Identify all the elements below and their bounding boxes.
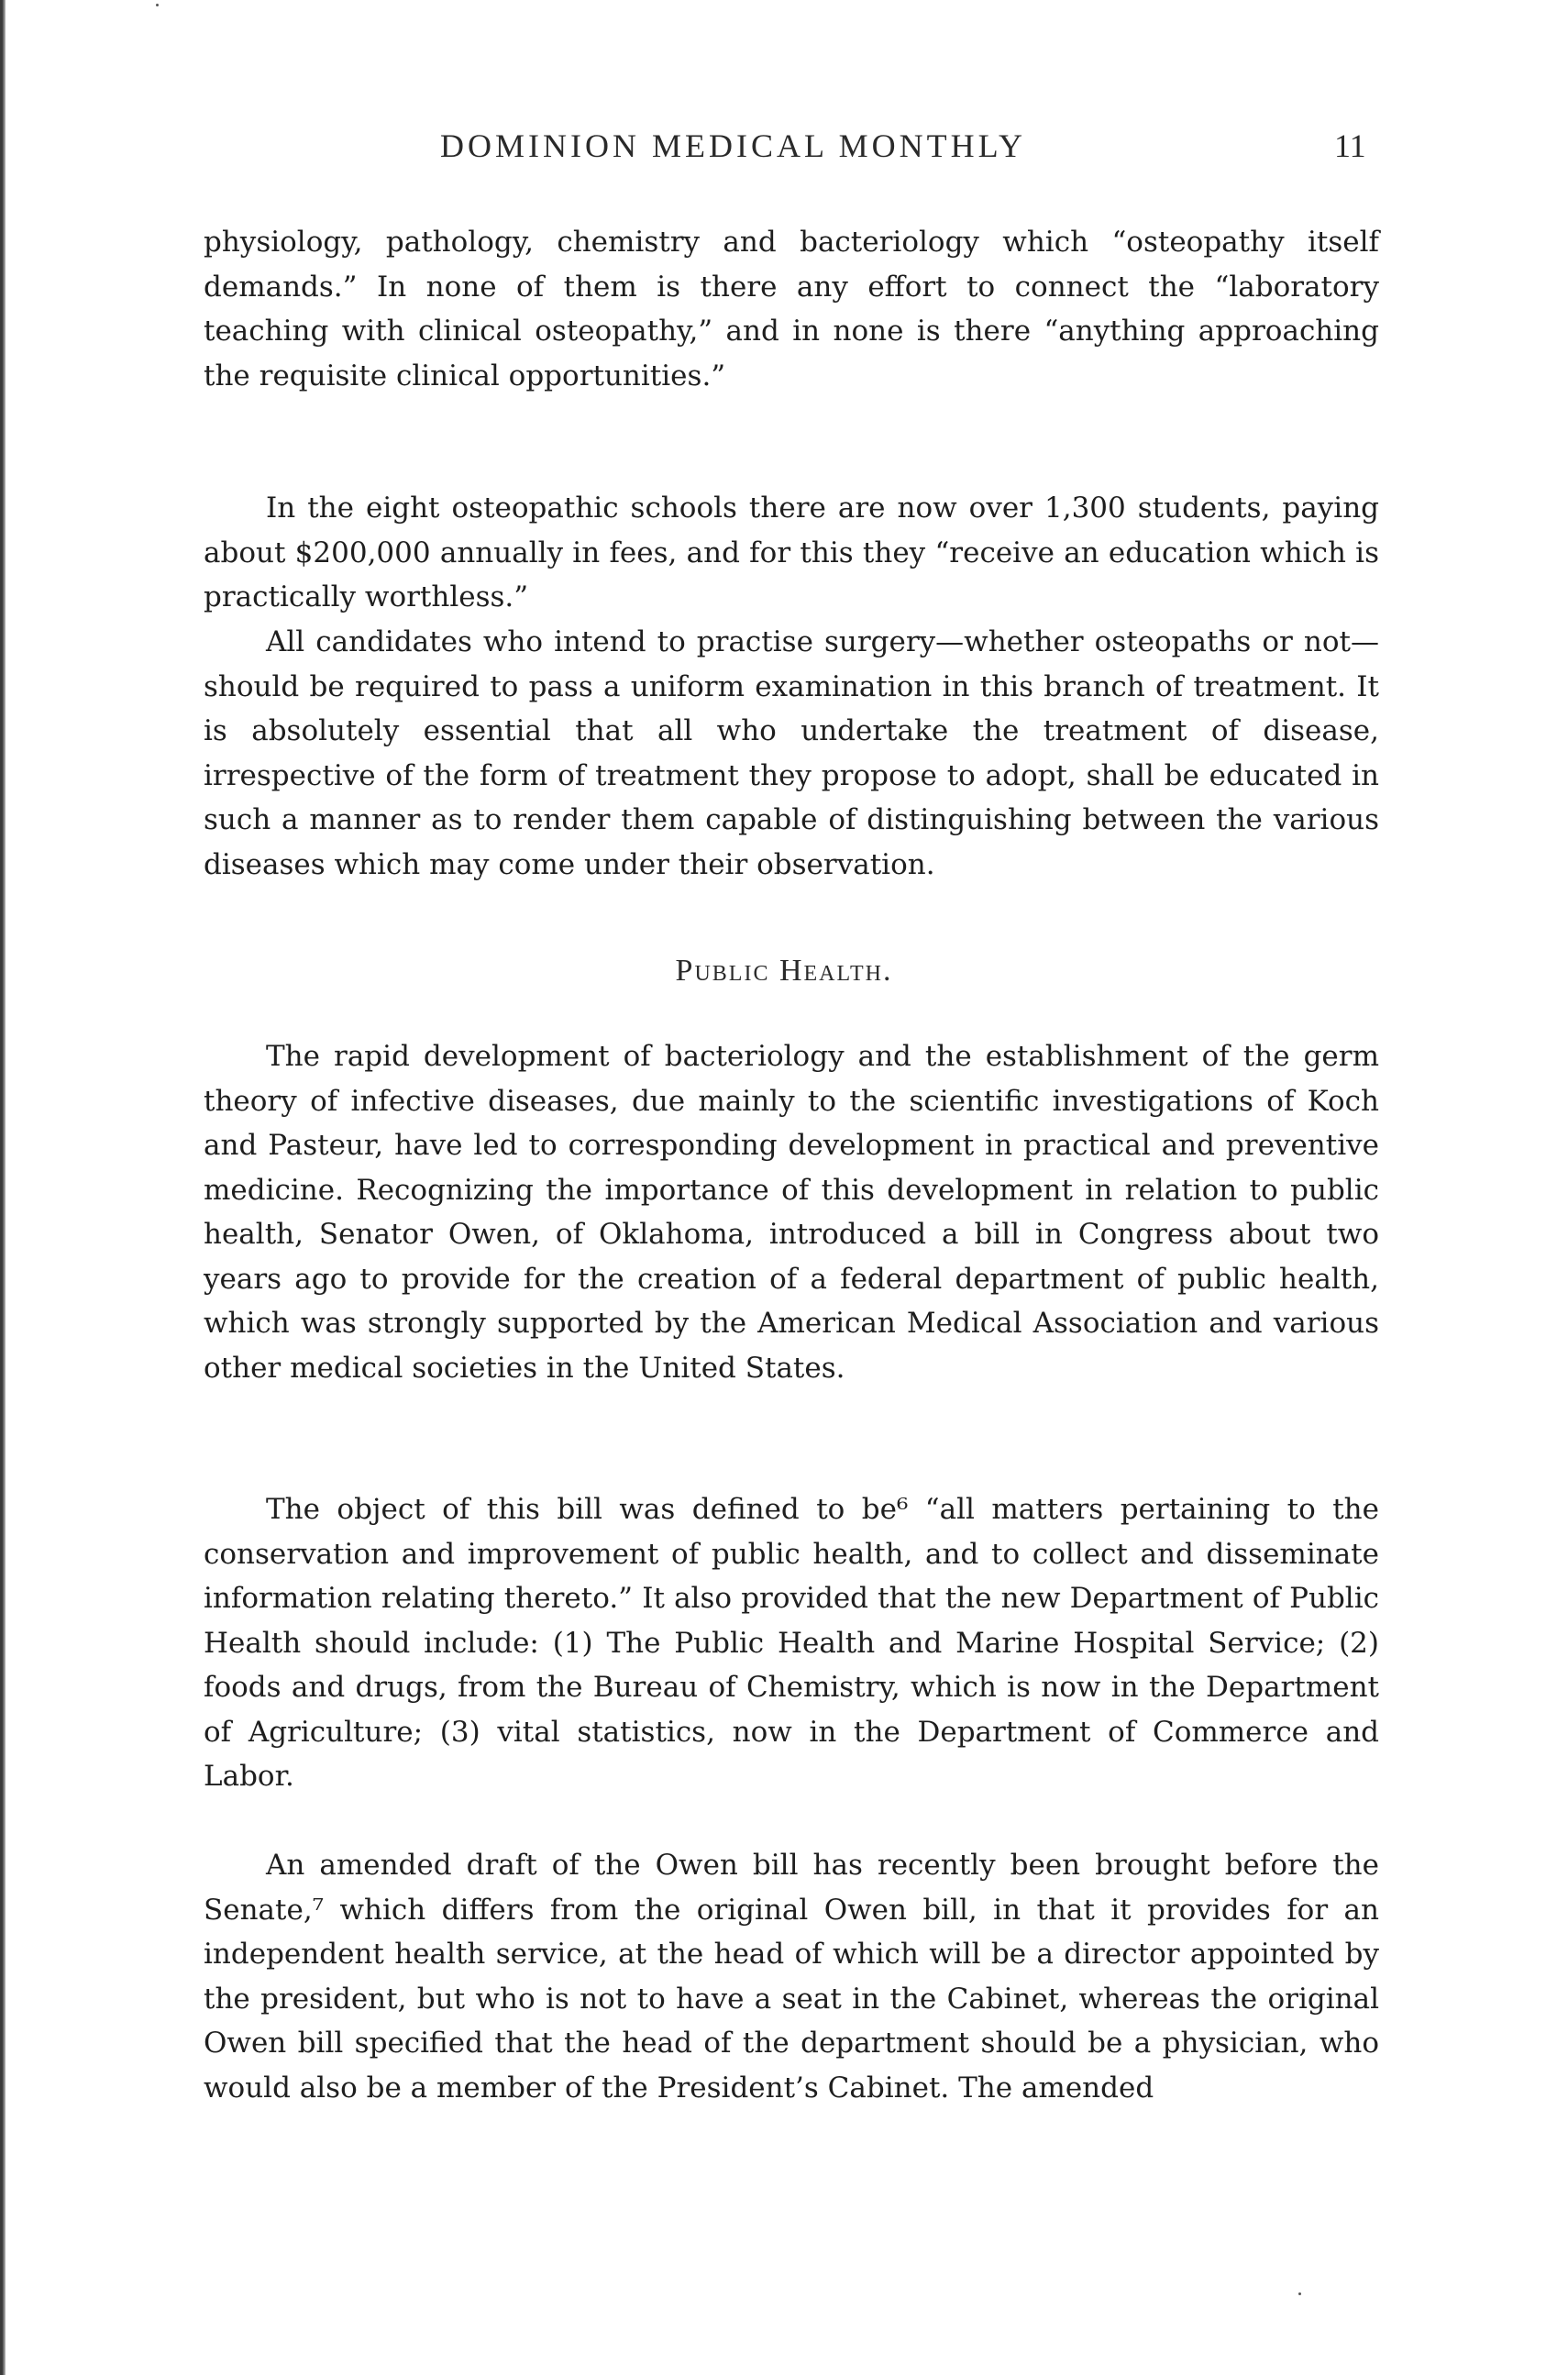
running-title: DOMINION MEDICAL MONTHLY: [440, 127, 1027, 164]
paragraph-amended-draft: An amended draft of the Owen bill has recently been brought before the Senate,⁷ which differs from the original Owen bill, in that it provides for an independent health service, at the head of which will be a director appointed by the president, but who is not to have a seat in the Cabinet, whereas the original Owen bill specified that the head of the department should be a physician, who would also be a member of the President’s Cabinet. The amended: [204, 1849, 1379, 2104]
page-edge-shadow: [0, 0, 6, 2375]
paragraph-osteopathic-schools: In the eight osteopathic schools there are now over 1,300 students, paying about $200,000 annually in fees, and for this they “receive an education which is practically worthless.”: [204, 492, 1379, 613]
paragraph-surgery-examination: All candidates who intend to practise surgery—whether osteopaths or not—should be required to pass a uniform examination in this branch of treatment. It is absolutely essential that all who undertake the treatment of disease, irrespective of the form of treatment they propose to adopt, shall be educated in such a manner as to render them capable of distinguishing between the various diseases which may come under their observation.: [204, 625, 1379, 881]
paragraph-continued: physiology, pathology, chemistry and bacteriology which “osteopathy itself demands.” In none of them is there any effort to connect the “laboratory teaching with clinical osteopathy,” and in none is there “anything approaching the requisite clinical opportunities.”: [204, 226, 1379, 392]
paragraph-bill-object: The object of this bill was defined to be⁶ “all matters pertaining to the conservation and improvement of public health, and to collect and disseminate information relating thereto.” It also provided that the new Department of Public Health should include: (1) The Public Health and Marine Hospital Service; (2) foods and drugs, from the Bureau of Chemistry, which is now in the Department of Agriculture; (3) vital statistics, now in the Department of Commerce and Labor.: [204, 1493, 1379, 1793]
print-speck: [156, 4, 159, 6]
print-speck: [1298, 2292, 1301, 2295]
paragraph-bacteriology: The rapid development of bacteriology and the establishment of the germ theory of infective diseases, due mainly to the scientific investigations of Koch and Pasteur, have led to corresponding development in practical and preventive medicine. Recognizing the importance of this development in relation to public health, Senator Owen, of Oklahoma, introduced a bill in Congress about two years ago to provide for the creation of a federal department of public health, which was strongly supported by the American Medical Association and various other medical societies in the United States.: [204, 1040, 1379, 1385]
section-heading-public-health: Public Health.: [675, 954, 893, 988]
page-number: 11: [1334, 127, 1366, 164]
